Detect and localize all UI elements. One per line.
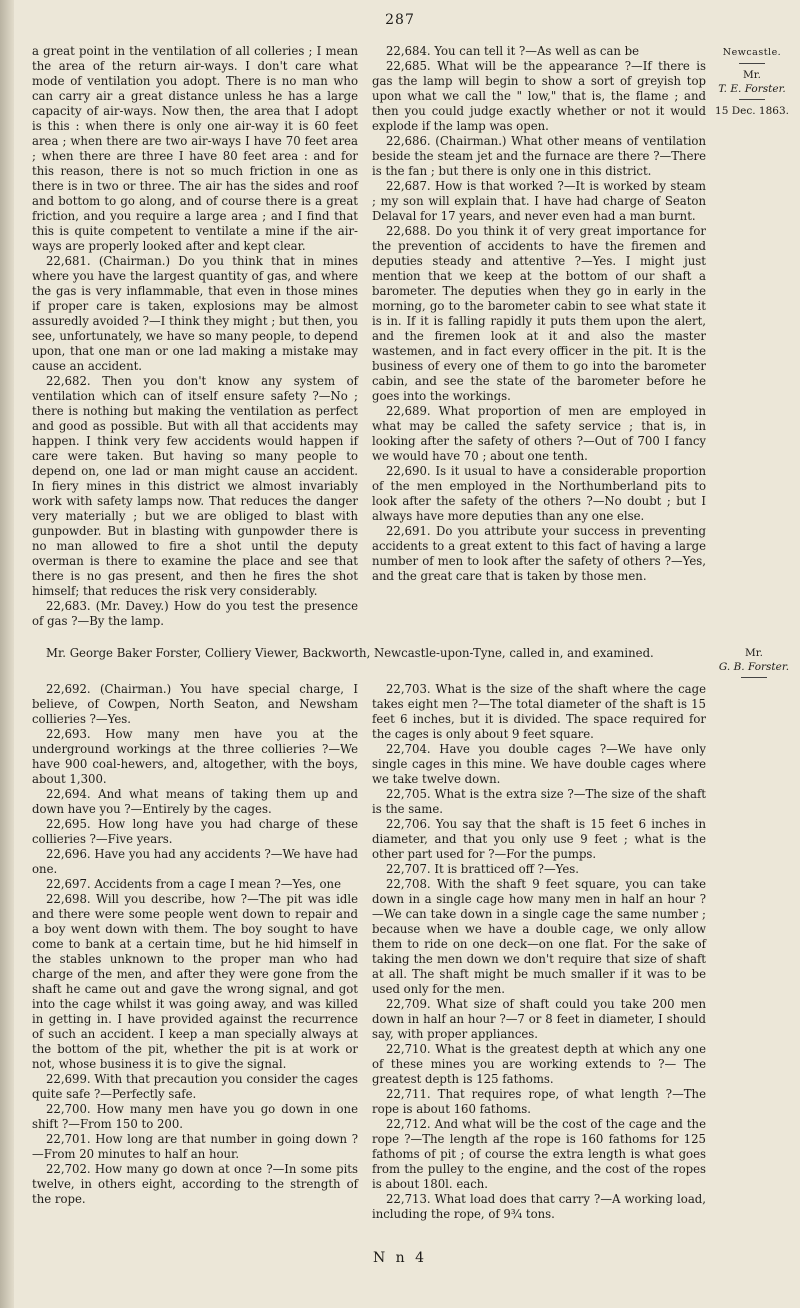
paragraph: 22,707. It is bratticed off ?—Yes. [386,862,579,876]
margin-rule [741,677,767,678]
paragraph: 22,697. Accidents from a cage I mean ?—Yes, one [46,877,342,891]
margin-witness-name: G. B. Forster. [718,661,790,673]
paragraph: 22,703. What is the size of the shaft where the cage takes eight men ?—The total diameter of the shaft is 15 feet 6 inches, but it is divided. The space required for the cages is only about 9 feet square. [372,682,706,741]
page-binding-edge [0,0,14,1308]
margin-place: Newcastle. [722,47,782,58]
paragraph: 22,711. That requires rope, of what length ?—The rope is about 160 fathoms. [372,1087,706,1116]
paragraph: 22,691. Do you attribute your success in preventing accidents to a great extent to this fact of having a large number of men to look after the safety of others ?—Yes, and the great care that is taken by those men. [372,524,706,583]
paragraph: 22,710. What is the greatest depth at which any one of these mines you are working extends to ?— The greatest depth is 125 fathoms. [372,1042,706,1086]
paragraph: 22,686. (Chairman.) What other means of ventilation beside the steam jet and the furnace are there ?—There is the fan ; but there is only one in this district. [372,134,706,178]
signature-mark: N n 4 [372,1250,428,1266]
paragraph: 22,685. What will be the appearance ?—If there is gas the lamp will begin to show a sort of greyish top upon what we call the " low," that is, the flame ; and then you could judge exactly whether or not it would explode if the lamp was open. [372,59,706,133]
paragraph: 22,694. And what means of taking them up and down have you ?—Entirely by the cages. [32,787,358,816]
paragraph: 22,709. What size of shaft could you take 200 men down in half an hour ?—7 or 8 feet in diameter, I should say, with proper appliances. [372,997,706,1041]
margin-witness: Mr. [745,647,763,659]
paragraph: 22,687. How is that worked ?—It is worked by steam ; my son will explain that. I have had charge of Seaton Delaval for 17 years, and never even had a man burnt. [372,179,706,223]
paragraph: 22,696. Have you had any accidents ?—We have had one. [32,847,358,876]
text-column-top-right [372,44,706,584]
text-column-bottom-left [32,682,358,1207]
paragraph: 22,698. Will you describe, how ?—The pit was idle and there were some people went down to repair and a boy went down with them. The boy sought to have come to bank at a certain time, but he hid himself in the stables unknown to the proper man who had charge of the men, and after they were gone from the shaft he came out and gave the wrong signal, and got into the cage whilst it was going away, and was killed in getting in. I have provided against the recurrence of such an accident. I keep a man specially always at the bottom of the pit, whether the pit is at work or not, whose business it is to give the signal. [32,892,358,1071]
paragraph: 22,708. With the shaft 9 feet square, you can take down in a single cage how many men in half an hour ? —We can take down in a single cage the same number ; because when we have a double cage, we only allow them to ride on one deck—on one flat. For the sake of taking the men down we don't require that size of shaft at all. The shaft might be much smaller if it was to be used only for the men. [372,877,706,996]
text-column-top-left [32,44,358,629]
paragraph: 22,704. Have you double cages ?—We have only single cages in this mine. We have double cages where we take twelve down. [372,742,706,786]
margin-witness-name: T. E. Forster. [718,83,786,95]
paragraph: 22,682. Then you don't know any system of ventilation which can of itself ensure safety ?—No ; there is nothing but making the ventilation as perfect and good as possible. But with all that accidents may happen. I think very few accidents would happen if care were taken. But having so many people to depend on, one lad or man might cause an accident. In fiery mines in this district we almost invariably work with safety lamps now. That reduces the danger very materially ; but we are obliged to blast with gunpowder. But in blasting with gunpowder there is no man allowed to fire a shot until the deputy overman is there to examine the place and see that there is no gas present, and then he fires the shot himself; that reduces the risk very considerably. [32,374,358,598]
paragraph: 22,712. And what will be the cost of the cage and the rope ?—The length af the rope is 160 fathoms for 125 fathoms of pit ; of course the extra length is what goes from the pulley to the engine, and the cost of the ropes is about 180l. each. [372,1117,706,1191]
paragraph: 22,700. How many men have you go down in one shift ?—From 150 to 200. [32,1102,358,1131]
paragraph: 22,681. (Chairman.) Do you think that in mines where you have the largest quantity of gas, and where the gas is very inflammable, that even in those mines if proper care is taken, explosions may be almost assuredly avoided ?—I think they might ; but then, you see, unfortunately, we have so many people, to depend upon, that one man or one lad making a mistake may cause an accident. [32,254,358,373]
paragraph: 22,693. How many men have you at the underground workings at the three collieries ?—We have 900 coal-hewers, and, altogether, with the boys, about 1,300. [32,727,358,786]
margin-date: 15 Dec. 1863. [715,105,789,117]
paragraph: 22,702. How many go down at once ?—In some pits twelve, in others eight, according to the strength of the rope. [32,1162,358,1206]
paragraph: 22,690. Is it usual to have a considerable proportion of the men employed in the Northumberland pits to look after the safety of the others ?—No doubt ; but I always have more deputies than any one else. [372,464,706,523]
witness-heading: Mr. George Baker Forster, Colliery Viewer, Backworth, Newcastle-upon-Tyne, called in, and examined. [46,646,654,660]
paragraph: 22,683. (Mr. Davey.) How do you test the presence of gas ?—By the lamp. [32,599,358,628]
paragraph: 22,705. What is the extra size ?—The size of the shaft is the same. [372,787,706,816]
margin-note-witness-2 [712,646,796,682]
paragraph: 22,699. With that precaution you consider the cages quite safe ?—Perfectly safe. [32,1072,358,1101]
paragraph: 22,701. How long are that number in going down ? —From 20 minutes to half an hour. [32,1132,358,1161]
margin-rule [739,63,765,64]
paragraph: 22,689. What proportion of men are employed in what may be called the safety service ; that is, in looking after the safety of others ?—Out of 700 I fancy we would have 70 ; about one tenth. [372,404,706,463]
margin-rule [739,99,765,100]
page-number: 287 [385,12,415,28]
paragraph: 22,695. How long have you had charge of these collieries ?—Five years. [32,817,358,846]
paragraph: 22,688. Do you think it of very great importance for the prevention of accidents to have the firemen and deputies steady and attentive ?—Yes. I might just mention that we keep at the bottom of our shaft a barometer. The deputies when they go in early in the morning, go to the barometer cabin to see what state it is in. If it is falling rapidly it puts them upon the alert, and the firemen look at it and also the master wastemen, and in fact every officer in the pit. It is the business of every one of them to go into the barometer cabin, and see the state of the barometer before he goes into the workings. [372,224,706,403]
text-column-bottom-right [372,682,706,1222]
paragraph: 22,684. You can tell it ?—As well as can be [386,44,640,58]
margin-note-witness-1 [708,46,796,118]
paragraph: 22,692. (Chairman.) You have special charge, I believe, of Cowpen, North Seaton, and Newsham collieries ?—Yes. [32,682,358,726]
paragraph: a great point in the ventilation of all colleries ; I mean the area of the return air-ways. I don't care what mode of ventilation you adopt. There is no man who can carry air a great distance unless he has a large capacity of air-ways. Now then, the area that I adopt is this : when there is only one air-way it is 60 feet area ; when there are two air-ways I have 70 feet area ; when there are three I have 80 feet area : and for this reason, there is not so much friction in one as there is in two or three. The air has the sides and roof and bottom to go along, and of course there is a great friction, and you require a large area ; and I find that this is quite competent to ventilate a mine if the air-ways are properly looked after and kept clear. [32,44,358,253]
margin-witness: Mr. [743,69,761,81]
paragraph: 22,706. You say that the shaft is 15 feet 6 inches in diameter, and that you only use 9 feet ; what is the other part used for ?—For the pumps. [372,817,706,861]
paragraph: 22,713. What load does that carry ?—A working load, including the rope, of 9¾ tons. [372,1192,706,1221]
